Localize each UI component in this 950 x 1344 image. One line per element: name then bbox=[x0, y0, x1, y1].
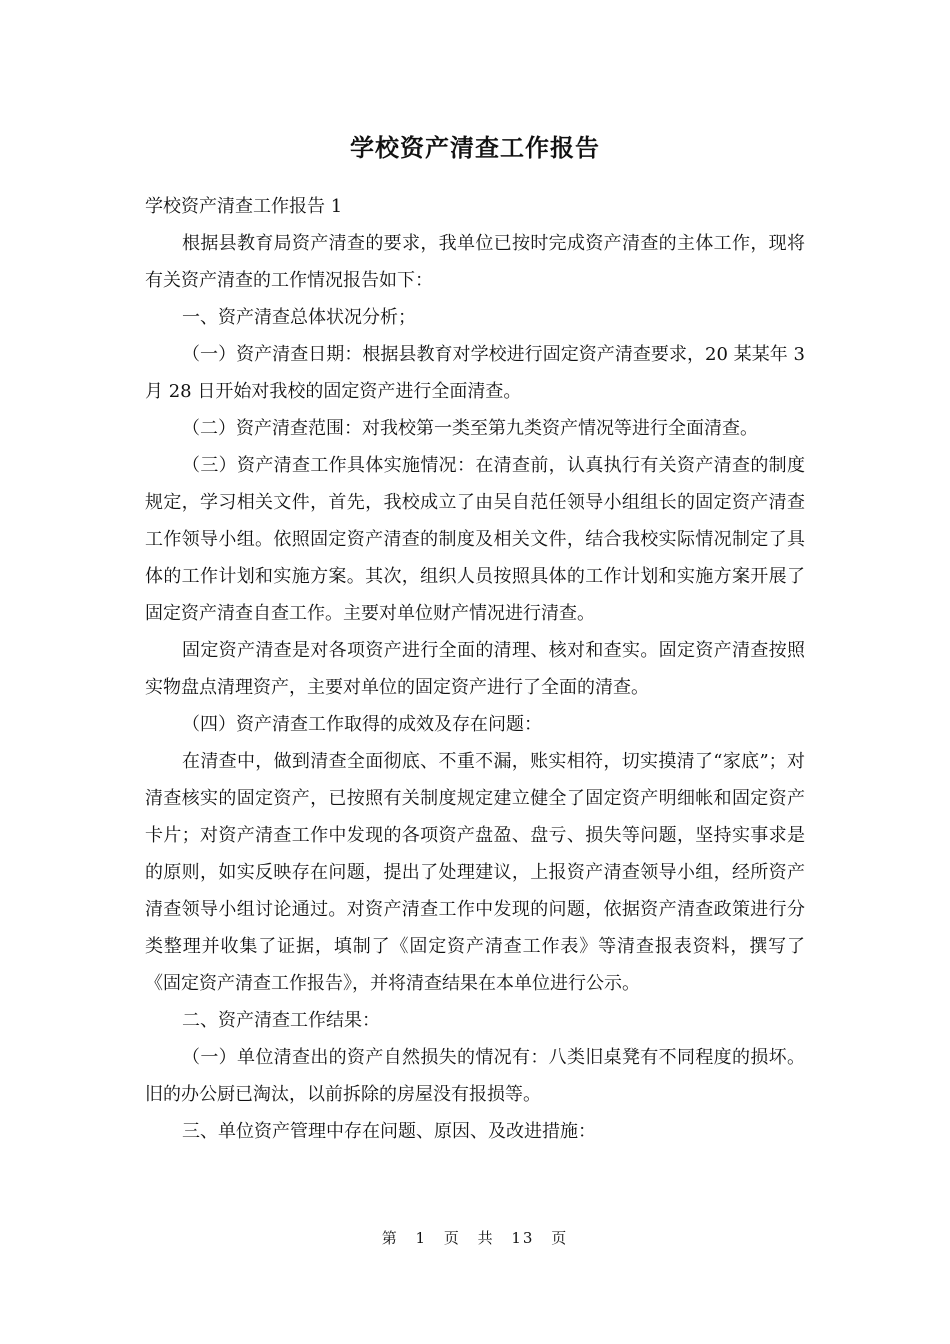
page-number-footer: 第 1 页 共 13 页 bbox=[381, 1229, 569, 1247]
subsection-heading: 三、单位资产管理中存在问题、原因、及改进措施： bbox=[182, 1121, 596, 1142]
subsection-heading: 二、资产清查工作结果： bbox=[182, 1010, 380, 1031]
page-title: 学校资产清查工作报告 bbox=[350, 134, 600, 162]
paragraph: 在清查中，做到清查全面彻底、不重不漏，账实相符，切实摸清了“家底”；对清查核实的固定资产，已按照有关制度规定建立健全了固定资产明细帐和固定资产卡片；对资产清查工作中发现的各项资产盘盈、盘亏、损失等问题，坚持实事求是的原则，如实反映存在问题，提出了处理建议，上报资产清查领导小组，经所资产清查领导小组讨论通过。对资产清查工作中发现的问题，依据资产清查政策进行分类整理并收集了证据，填制了《固定资产清查工作表》等清查报表资料，撰写了《固定资产清查工作报告》，并将清查结果在本单位进行公示。 bbox=[145, 751, 805, 994]
subsection-heading: 一、资产清查总体状况分析； bbox=[182, 307, 416, 328]
section-heading: 学校资产清查工作报告 1 bbox=[145, 196, 343, 217]
paragraph: （二）资产清查范围：对我校第一类至第九类资产情况等进行全面清查。 bbox=[182, 418, 758, 439]
document-body bbox=[145, 188, 805, 1150]
paragraph: （三）资产清查工作具体实施情况：在清查前，认真执行有关资产清查的制度规定，学习相关文件，首先，我校成立了由吴自范任领导小组组长的固定资产清查工作领导小组。依照固定资产清查的制度及相关文件，结合我校实际情况制定了具体的工作计划和实施方案。其次，组织人员按照具体的工作计划和实施方案开展了固定资产清查自查工作。主要对单位财产情况进行清查。 bbox=[145, 455, 805, 624]
paragraph: 根据县教育局资产清查的要求，我单位已按时完成资产清查的主体工作，现将有关资产清查的工作情况报告如下： bbox=[145, 233, 805, 291]
paragraph: （一）资产清查日期：根据县教育对学校进行固定资产清查要求，20 某某年 3 月 28 日开始对我校的固定资产进行全面清查。 bbox=[145, 344, 805, 402]
paragraph: 固定资产清查是对各项资产进行全面的清理、核对和查实。固定资产清查按照实物盘点清理资产，主要对单位的固定资产进行了全面的清查。 bbox=[145, 640, 805, 698]
paragraph: （一）单位清查出的资产自然损失的情况有：八类旧桌凳有不同程度的损坏。旧的办公厨已淘汰，以前拆除的房屋没有报损等。 bbox=[145, 1047, 805, 1105]
subsection-heading: （四）资产清查工作取得的成效及存在问题： bbox=[182, 714, 542, 735]
